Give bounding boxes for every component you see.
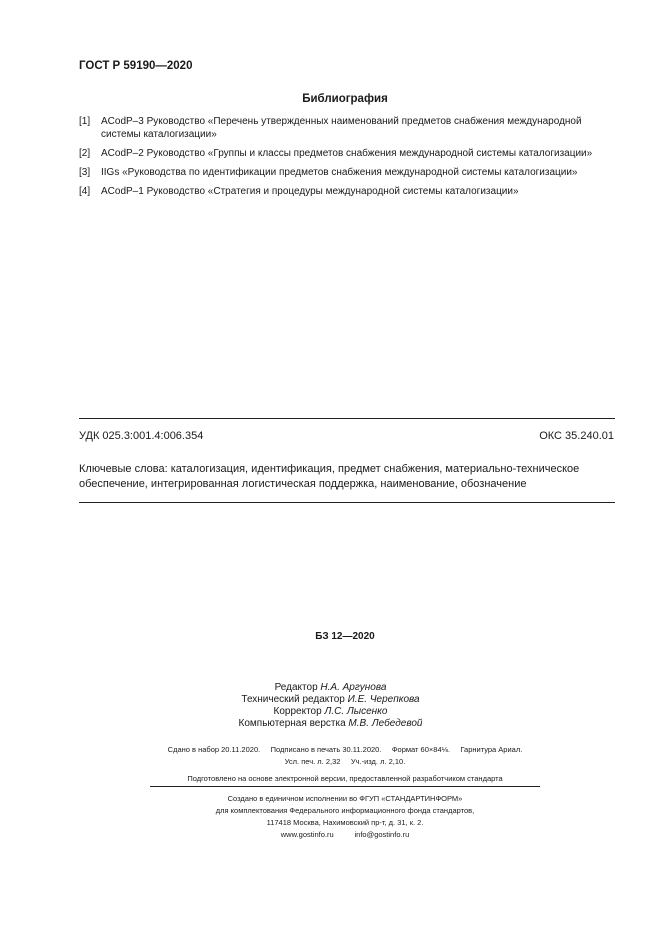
bibliography-title: Библиография bbox=[302, 93, 388, 105]
divider-top bbox=[79, 418, 615, 419]
udk-code: УДК 025.3:001.4:006.354 bbox=[79, 430, 204, 442]
divider-publisher bbox=[150, 786, 540, 787]
bz-number: БЗ 12—2020 bbox=[315, 631, 375, 642]
divider-bottom bbox=[79, 502, 615, 503]
imprint-line-2: Усл. печ. л. 2,32 Уч.-изд. л. 2,10. bbox=[284, 757, 406, 766]
document-code: ГОСТ Р 59190—2020 bbox=[79, 60, 193, 72]
staff-editor bbox=[0, 682, 661, 695]
publisher-line-2: для комплектования Федерального информационного фонда стандартов, bbox=[215, 806, 475, 815]
staff-role: Компьютерная верстка bbox=[238, 718, 346, 729]
staff-role: Редактор bbox=[274, 682, 318, 693]
staff-name: И.Е. Черепкова bbox=[347, 694, 420, 705]
staff-role: Корректор bbox=[273, 706, 322, 717]
bib-item-1-text: ACodP–3 Руководство «Перечень утвержденных наименований предметов снабжения международной системы каталогизации» bbox=[101, 116, 582, 140]
bib-item-1-number: [1] bbox=[79, 116, 91, 127]
bib-item-2-text: ACodP–2 Руководство «Группы и классы предметов снабжения международной системы каталогизации» bbox=[101, 148, 593, 159]
publisher-line-1: Создано в единичном исполнении во ФГУП «СТАНДАРТИНФОРМ» bbox=[227, 794, 463, 803]
staff-name: Н.А. Аргунова bbox=[320, 682, 387, 693]
bib-item-4-text: ACodP–1 Руководство «Стратегия и процедуры международной системы каталогизации» bbox=[101, 186, 519, 197]
publisher-line-4: www.gostinfo.ru info@gostinfo.ru bbox=[280, 830, 410, 839]
publisher-line-3: 117418 Москва, Нахимовский пр-т, д. 31, к. 2. bbox=[266, 818, 424, 827]
imprint-line-1: Сдано в набор 20.11.2020. Подписано в печать 30.11.2020. Формат 60×84⅛. Гарнитура Ариал. bbox=[167, 745, 523, 754]
staff-corrector bbox=[0, 706, 661, 719]
staff-name: Л.С. Лысенко bbox=[324, 706, 388, 717]
keywords: Ключевые слова: каталогизация, идентификация, предмет снабжения, материально-техническое обеспечение, интегрированная логистическая поддержка, наименование, обозначение bbox=[79, 463, 580, 490]
staff-name: М.В. Лебедевой bbox=[348, 718, 423, 729]
bib-item-3-number: [3] bbox=[79, 167, 91, 178]
bib-item-2-number: [2] bbox=[79, 148, 91, 159]
bib-item-3-text: IIGs «Руководства по идентификации предметов снабжения международной системы каталогизации» bbox=[101, 167, 578, 178]
staff-role: Технический редактор bbox=[241, 694, 345, 705]
staff-tech-editor bbox=[0, 694, 661, 707]
prepared-note: Подготовлено на основе электронной версии, предоставленной разработчиком стандарта bbox=[187, 774, 503, 783]
bib-item-4-number: [4] bbox=[79, 186, 91, 197]
staff-layout bbox=[0, 718, 661, 731]
oks-code: ОКС 35.240.01 bbox=[539, 430, 614, 442]
